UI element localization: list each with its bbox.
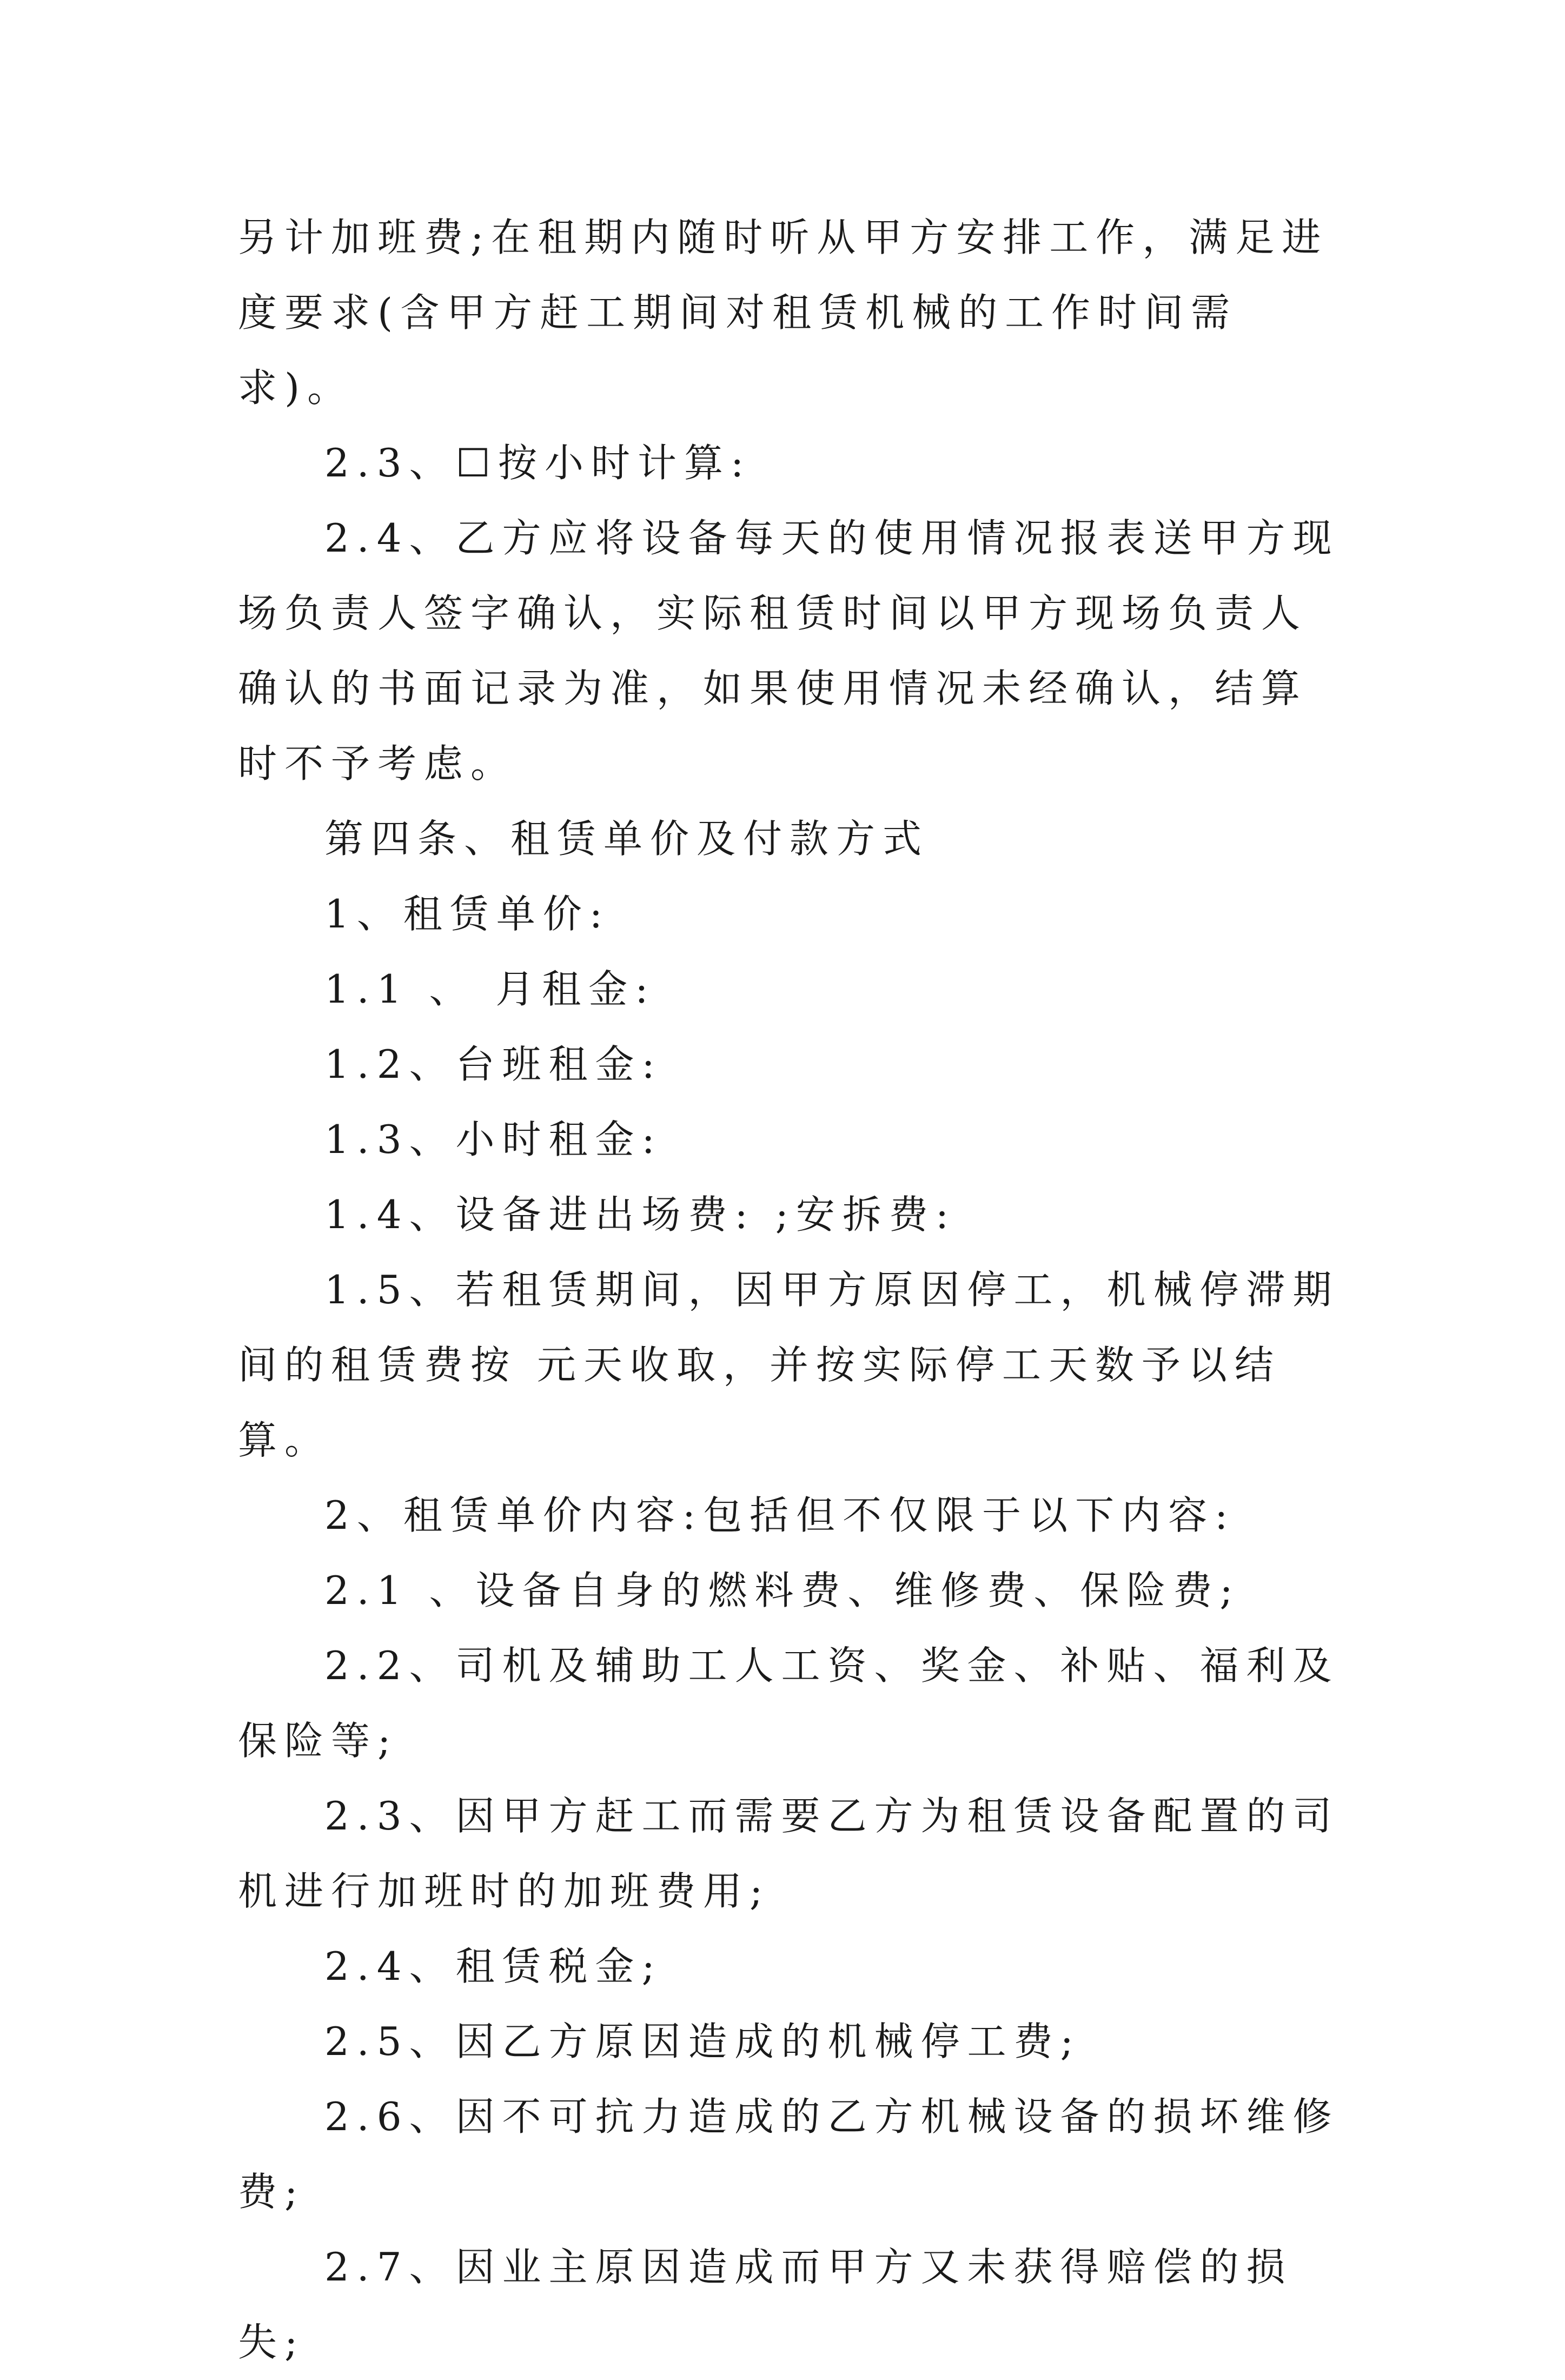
paragraph: 1.2、台班租金:: [324, 1042, 662, 1087]
paragraph: 1、租赁单价:: [324, 891, 611, 937]
paragraph: 2.1 、设备自身的燃料费、维修费、保险费;: [324, 1568, 1241, 1613]
paragraph: 1.3、小时租金:: [324, 1117, 662, 1162]
paragraph: 另计加班费;在租期内随时听从甲方安排工作，满足进度要求(含甲方赶工期间对租赁机械的工作时间需求)。: [238, 215, 1329, 410]
paragraph: 2.3、因甲方赶工而需要乙方为租赁设备配置的司机进行加班时的加班费用;: [238, 1793, 1339, 1914]
paragraph: 2.5、因乙方原因造成的机械停工费;: [324, 2019, 1081, 2064]
paragraph: 2.2、司机及辅助工人工资、奖金、补贴、福利及保险等;: [238, 1643, 1339, 1764]
paragraph: 2.4、租赁税金;: [324, 1944, 662, 1989]
document-body: [238, 200, 1341, 2380]
paragraph: 1.5、若租赁期间，因甲方原因停工，机械停滞期间的租赁费按 元天收取，并按实际停工天数予以结算。: [238, 1267, 1339, 1463]
paragraph: 2.7、因业主原因造成而甲方又未获得赔偿的损失;: [238, 2244, 1293, 2365]
paragraph: 2.6、因不可抗力造成的乙方机械设备的损坏维修费;: [238, 2094, 1339, 2215]
paragraph: 2.4、乙方应将设备每天的使用情况报表送甲方现场负责人签字确认，实际租赁时间以甲方现场负责人确认的书面记录为准，如果使用情况未经确认，结算时不予考虑。: [238, 515, 1339, 786]
paragraph: 2、租赁单价内容:包括但不仅限于以下内容:: [324, 1493, 1236, 1538]
paragraph: 1.1 、 月租金:: [324, 966, 656, 1012]
paragraph: 1.4、设备进出场费: ;安拆费:: [324, 1192, 957, 1237]
section-heading: 第四条、租赁单价及付款方式: [324, 816, 930, 861]
paragraph: 2.3、☐按小时计算:: [324, 440, 752, 486]
